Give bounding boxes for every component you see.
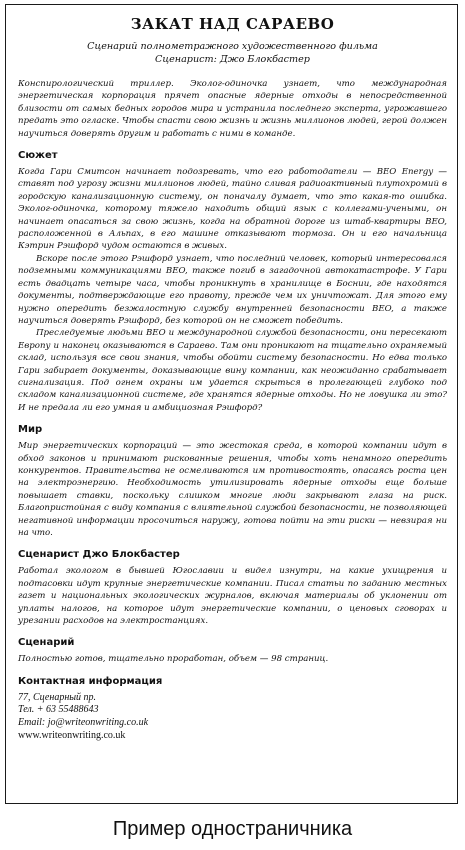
one-page-synopsis bbox=[5, 4, 458, 804]
writer-paragraph: Работал экологом в бывшей Югославии и видел изнутри, на какие ухищрения и подтасовки идут крупные энергетические компании. Писал статьи по заданию местных газет и национальных экологических журналов, включая материалы об уклонении от уплаты налогов, на которое идут энергетические компании, о ценовых сговорах и урезании расходов на электростанциях. bbox=[18, 566, 447, 627]
section-heading-plot: Сюжет bbox=[18, 150, 58, 162]
contact-email: Email: jo@writeonwriting.co.uk bbox=[18, 717, 149, 729]
subtitle-author: Сценарист: Джо Блокбастер bbox=[155, 54, 310, 65]
plot-paragraph-3: Преследуемые людьми BEO и международной службой безопасности, они пересекают Европу и наконец оказываются в Сараево. Там они проникают на тщательно охраняемый склад, используя все свои знания, чтобы обойти систему безопасности. Но едва только Гари забирает документы, доказывающие вину компании, как неожиданно срабатывает сигнализация. Под огнем охраны им удается скрыться в пролегающей глубоко под складом канализационной системе, где хранятся ядерные отходы. Но не ловушка ли это? И не предала ли его умная и амбициозная Рэшфорд? bbox=[18, 328, 447, 413]
contact-phone: Тел. + 63 55488643 bbox=[18, 704, 99, 716]
plot-paragraph-1: Когда Гари Смитсон начинает подозревать, что его работодатели — BEO Energy — ставят под угрозу жизни миллионов людей, тайно сливая радиоактивный плутохромий в городскую канализационную систему, он поначалу думает, что это какая-то ошибка. Эколог-одиночка, которому тяжело находить общий язык с коллегами-учеными, он начинает опасаться за свою жизнь, когда на обратной дороге из штаб-квартиры BEO, расположенной в Альпах, в его машине отказывают тормоза. Он и его начальница Кэтрин Рэшфорд чудом остаются в живых. bbox=[18, 167, 447, 252]
section-heading-contacts: Контактная информация bbox=[18, 675, 163, 687]
figure-caption: Пример одностраничника bbox=[112, 818, 353, 840]
document-subtitle bbox=[18, 40, 447, 66]
section-heading-writer: Сценарист Джо Блокбастер bbox=[18, 549, 180, 561]
plot-paragraph-2: Вскоре после этого Рэшфорд узнает, что последний человек, который интересовался подземными коммуникациями BEO, также погиб в загадочной автокатастрофе. У Гари есть двадцать четыре часа, чтобы проникнуть в хранилище в Боснии, где находятся документы, подтверждающие его правоту, прежде чем их уничтожат. Для этого ему нужно опередить безжалостную службу внутренней безопасности BEO, а также научиться доверять Рэшфорд, без которой он не сможет победить. bbox=[18, 253, 447, 326]
section-heading-world: Мир bbox=[18, 424, 43, 436]
contact-website: www.writeonwriting.co.uk bbox=[18, 729, 126, 741]
subtitle-genre: Сценарий полнометражного художественного фильма bbox=[87, 41, 378, 52]
contact-info bbox=[18, 692, 447, 742]
script-paragraph: Полностью готов, тщательно проработан, объем — 98 страниц. bbox=[18, 654, 329, 665]
document-title: ЗАКАТ НАД САРАЕВО bbox=[130, 15, 335, 33]
world-paragraph: Мир энергетических корпораций — это жестокая среда, в которой компании идут в обход законов и принимают рискованные решения, чтобы хоть ненамного опередить конкурентов. Правительства не осмеливаются им противостоять, опасаясь роста цен на электроэнергию. Необходимость утилизировать ядерные отходы еще больше повышает ставки, поскольку слишком многие люди закрывают глаза на риск. Благопристойная с виду компания с влиятельной службой безопасности, не позволяющей негативной информации просочиться наружу, готова пойти на эти риски — невзирая ни на что. bbox=[18, 441, 447, 538]
logline: Конспирологический триллер. Эколог-одиночка узнает, что международная энергетическая корпорация прячет опасные ядерные отходы в непосредственной близости от самых бедных городов мира и устранила последнего эксперта, угрожавшего предать это огласке. Чтобы спасти свою жизнь и жизнь миллионов людей, герой должен научиться доверять другим и работать с ними в команде. bbox=[18, 79, 447, 139]
section-heading-script: Сценарий bbox=[18, 637, 75, 649]
contact-address: 77, Сценарный пр. bbox=[18, 691, 97, 703]
